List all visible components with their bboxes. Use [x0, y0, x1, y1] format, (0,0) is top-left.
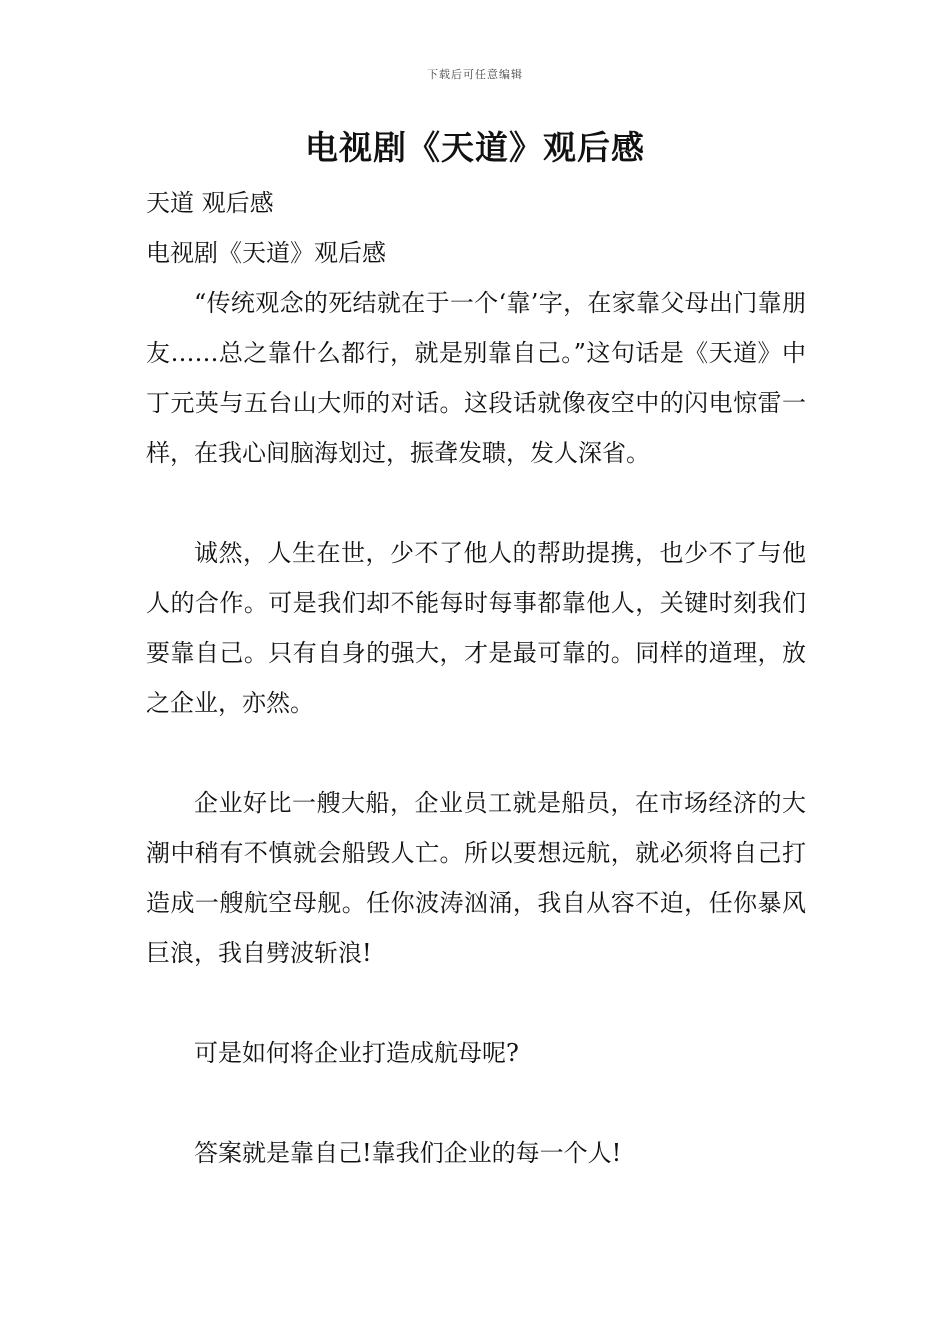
paragraph-5: 答案就是靠自己!靠我们企业的每一个人!: [194, 1139, 622, 1167]
paragraph-gap: [146, 728, 806, 778]
paragraph-4: 可是如何将企业打造成航母呢?: [194, 1039, 519, 1067]
page-header-note: 下载后可任意编辑: [427, 68, 523, 81]
paragraph-1: “传统观念的死结就在于一个‘靠’字，在家靠父母出门靠朋友……总之靠什么都行，就是别靠自己。”这句话是《天道》中丁元英与五台山大师的对话。这段话就像夜空中的闪电惊雷一样，在我心间脑海划过，振聋发聩，发人深省。: [146, 289, 806, 467]
subtitle-heading: 电视剧《天道》观后感: [146, 239, 386, 267]
paragraph-2: 诚然，人生在世，少不了他人的帮助提携，也少不了与他人的合作。可是我们却不能每时每事都靠他人，关键时刻我们要靠自己。只有自身的强大，才是最可靠的。同样的道理，放之企业，亦然。: [146, 539, 806, 717]
paragraph-gap: [146, 478, 806, 528]
paragraph-gap: [146, 978, 806, 1028]
document-title: 电视剧《天道》观后感: [305, 128, 645, 167]
paragraph-3: 企业好比一艘大船，企业员工就是船员，在市场经济的大潮中稍有不慎就会船毁人亡。所以要想远航，就必须将自己打造成一艘航空母舰。任你波涛汹涌，我自从容不迫，任你暴风巨浪，我自劈波斩浪!: [146, 789, 806, 967]
subtitle-keywords: 天道 观后感: [146, 189, 274, 217]
paragraph-gap: [146, 1078, 806, 1128]
document-body: [146, 178, 806, 1178]
